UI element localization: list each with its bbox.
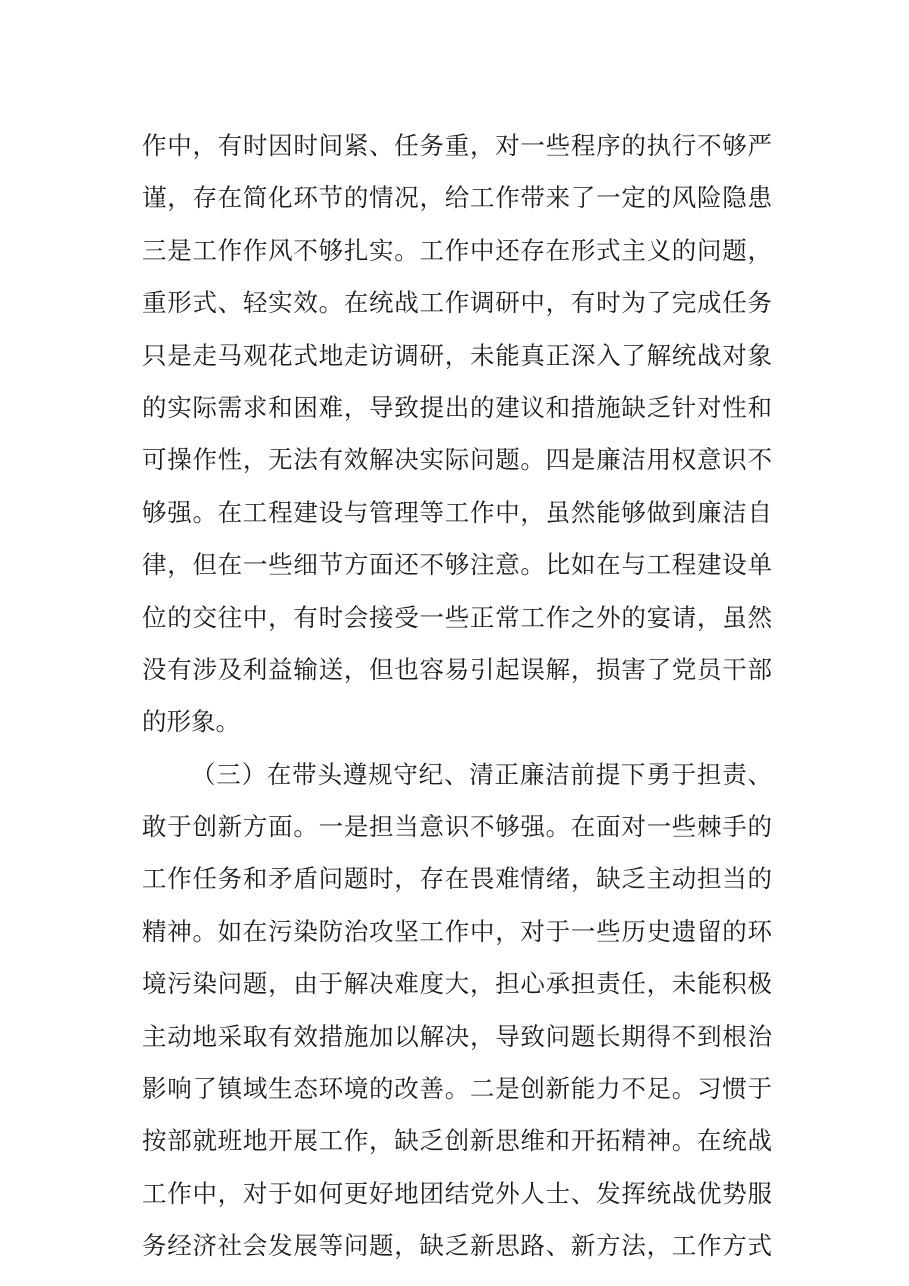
text-line: 三是工作作风不够扎实。工作中还存在形式主义的问题，	[142, 235, 772, 265]
text-line: 的形象。	[142, 707, 240, 737]
text-line: 谨，存在简化环节的情况，给工作带来了一定的风险隐患	[142, 183, 772, 213]
text-line: 境污染问题，由于解决难度大，担心承担责任，未能积极	[142, 969, 772, 999]
text-line: 务经济社会发展等问题，缺乏新思路、新方法，工作方式	[142, 1231, 772, 1261]
text-line: 够强。在工程建设与管理等工作中，虽然能够做到廉洁自	[142, 497, 772, 527]
text-line: 作中，有时因时间紧、任务重，对一些程序的执行不够严	[142, 131, 772, 160]
paragraph-heading-line: （三）在带头遵规守纪、清正廉洁前提下勇于担责、	[191, 759, 772, 789]
text-line: 的实际需求和困难，导致提出的建议和措施缺乏针对性和	[142, 392, 772, 422]
text-line: 按部就班地开展工作，缺乏创新思维和开拓精神。在统战	[142, 1126, 772, 1156]
body-text	[142, 120, 772, 1273]
text-line: 工作中，对于如何更好地团结党外人士、发挥统战优势服	[142, 1178, 772, 1208]
text-line: 工作任务和矛盾问题时，存在畏难情绪，缺乏主动担当的	[142, 864, 772, 894]
text-line: 位的交往中，有时会接受一些正常工作之外的宴请，虽然	[142, 602, 772, 632]
text-line: 精神。如在污染防治攻坚工作中，对于一些历史遗留的环	[142, 916, 772, 946]
text-line: 可操作性，无法有效解决实际问题。四是廉洁用权意识不	[142, 445, 772, 475]
text-line: 律，但在一些细节方面还不够注意。比如在与工程建设单	[142, 550, 772, 580]
text-line: 重形式、轻实效。在统战工作调研中，有时为了完成任务	[142, 288, 772, 318]
paragraph-1	[142, 120, 772, 749]
text-line: 只是走马观花式地走访调研，未能真正深入了解统战对象	[142, 340, 772, 370]
text-line: 敢于创新方面。一是担当意识不够强。在面对一些棘手的	[142, 812, 772, 842]
text-line: 没有涉及利益输送，但也容易引起误解，损害了党员干部	[142, 654, 772, 684]
text-line: 影响了镇域生态环境的改善。二是创新能力不足。习惯于	[142, 1074, 772, 1104]
paragraph-2	[142, 749, 772, 1273]
text-line: 主动地采取有效措施加以解决，导致问题长期得不到根治	[142, 1021, 772, 1051]
